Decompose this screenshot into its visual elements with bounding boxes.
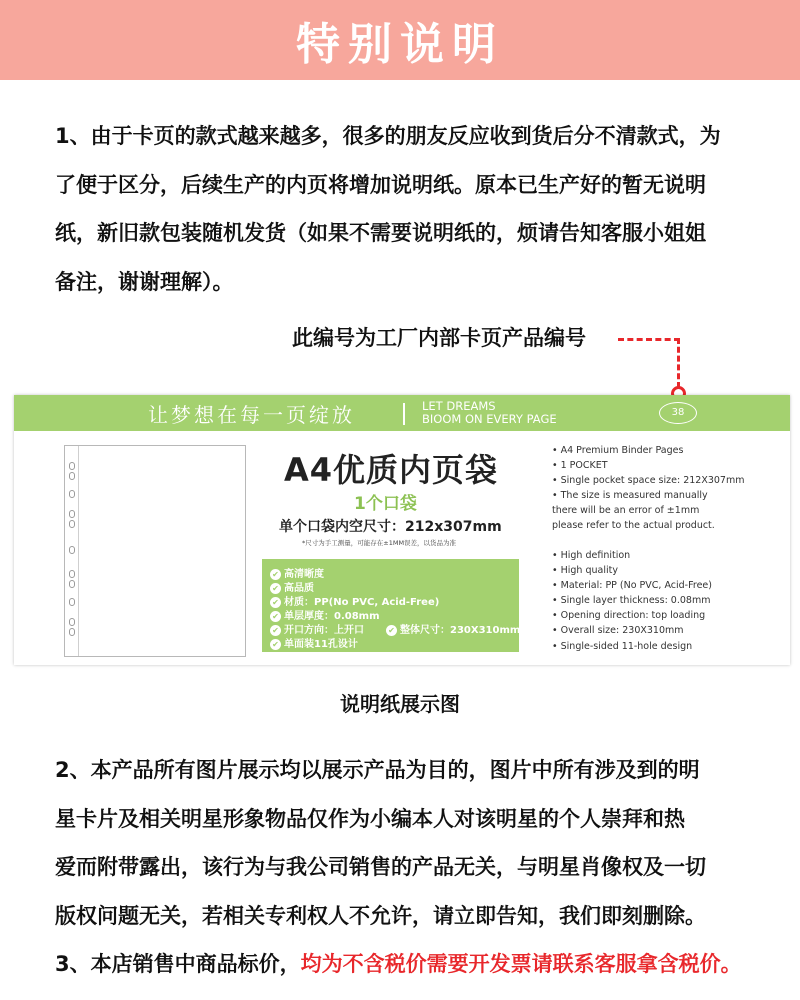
page-title: 特别说明 [296,19,504,70]
spec-line: • 1 POCKET [552,460,608,471]
check-icon: ✔ [270,625,281,636]
slogan-english [422,400,557,426]
punch-hole-icon [69,598,75,606]
product-code-annotation: 此编号为工厂内部卡页产品编号 [292,326,586,350]
title-banner [0,0,800,80]
spec-line: • High quality [552,565,618,576]
paragraph-line [55,940,755,989]
measurement-note: *尺寸为手工测量，可能存在±1MM误差，以货品为准 [302,539,457,547]
check-icon: ✔ [386,625,397,636]
price-note-text: 3、本店销售中商品标价， [55,952,301,976]
pocket-size-text: 单个口袋内空尺寸：212x307mm [279,519,502,535]
feature-item: ✔ 整体尺寸：230X310mm [386,621,520,636]
annotation-leader-horizontal [618,338,680,341]
paragraph-line: 了便于区分，后续生产的内页将增加说明纸。原本已生产好的暂无说明 [55,172,706,197]
notice-paragraph-1 [55,112,755,306]
punch-hole-icon [69,570,75,578]
paragraph-line: 爱而附带露出，该行为与我公司销售的产品无关，与明星肖像权及一切 [55,855,706,879]
tax-highlight-text: 均为不含税价需要开发票请联系客服拿含税价。 [300,952,742,976]
spec-line: • Single-sided 11-hole design [552,641,693,652]
paragraph-line: 备注，谢谢理解）。 [55,269,234,294]
image-caption: 说明纸展示图 [340,692,460,716]
spec-line: • Material: PP (No PVC, Acid-Free) [552,580,712,591]
notice-paragraph-2 [55,746,755,989]
slogan-english-line: BIOOM ON EVERY PAGE [422,412,557,426]
check-icon: ✔ [270,569,281,580]
slogan-english-line: LET DREAMS [422,399,496,413]
punch-hole-icon [69,490,75,498]
check-icon: ✔ [270,611,281,622]
paragraph-line: 纸，新旧款包装随机发货（如果不需要说明纸的，烦请告知客服小姐姐 [55,221,706,245]
header-divider [403,403,405,425]
feature-item: ✔ 开口方向：上开口 [270,621,364,636]
spec-line: • Single pocket space size: 212X307mm [552,475,745,486]
feature-item: ✔ 材质：PP(No PVC, Acid-Free) [270,593,439,608]
annotation-leader-vertical [677,338,680,388]
paragraph-line: 1、由于卡页的款式越来越多，很多的朋友反应收到货后分不清款式，为 [55,124,721,148]
punch-hole-icon [69,580,75,588]
feature-item: ✔ 高清晰度 [270,565,324,580]
punch-hole-icon [69,520,75,528]
instruction-sheet-sample [14,395,790,665]
spec-line: • Opening direction: top loading [552,610,706,621]
feature-item: ✔ 高品质 [270,579,314,594]
paragraph-line: 星卡片及相关明星形象物品仅作为小编本人对该明星的个人崇拜和热 [55,806,685,831]
paragraph-line: 2、本产品所有图片展示均以展示产品为目的，图片中所有涉及到的明 [55,758,700,782]
punch-hole-icon [69,628,75,636]
check-icon: ✔ [270,597,281,608]
spec-line: • The size is measured manually [552,490,708,501]
feature-item: ✔ 单层厚度：0.08mm [270,607,380,622]
slogan-chinese: 让梦想在每一页绽放 [148,403,355,427]
punch-hole-icon [69,472,75,480]
spec-line: please refer to the actual product. [552,520,715,531]
spec-line: • A4 Premium Binder Pages [552,445,684,456]
spec-line: • High definition [552,550,631,561]
punch-hole-icon [69,462,75,470]
punch-hole-icon [69,510,75,518]
check-icon: ✔ [270,583,281,594]
check-icon: ✔ [270,639,281,650]
sheet-header-bar [14,395,790,431]
punch-hole-icon [69,618,75,626]
product-subtitle: 1个口袋 [354,494,417,514]
punch-hole-icon [69,546,75,554]
binder-page-illustration [64,445,246,657]
spec-line: • Single layer thickness: 0.08mm [552,595,711,606]
product-title: A4优质内页袋 [284,451,499,489]
spec-line: there will be an error of ±1mm [552,505,700,516]
feature-box [262,559,519,652]
binder-strip [78,446,79,656]
spec-line: • Overall size: 230X310mm [552,625,684,636]
paragraph-line: 版权问题无关，若相关专利权人不允许，请立即告知，我们即刻删除。 [55,903,706,928]
feature-item: ✔ 单面装11孔设计 [270,635,358,650]
product-number-badge: 38 [659,402,697,424]
